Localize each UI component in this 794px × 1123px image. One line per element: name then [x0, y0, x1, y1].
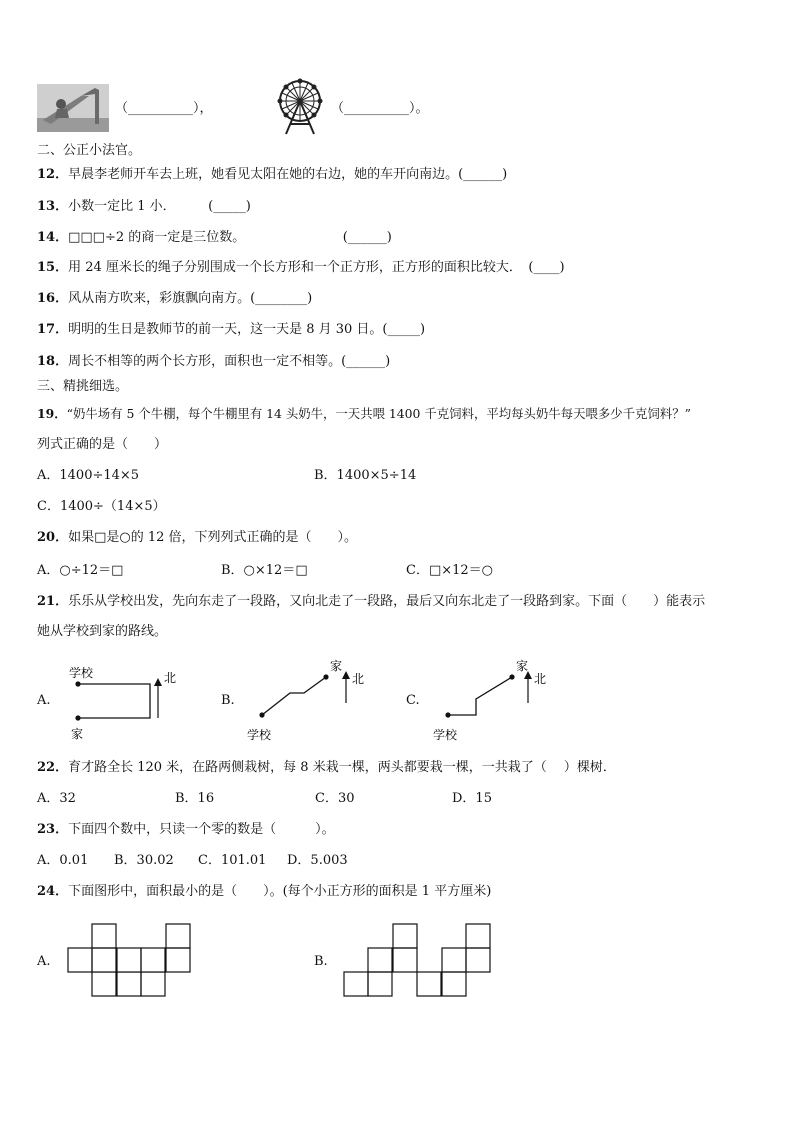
- school-label: 学校: [247, 728, 272, 742]
- q22-option-c[interactable]: C．30: [315, 791, 355, 806]
- school-label: 学校: [69, 666, 94, 680]
- question-text: 用 24 厘米长的绳子分别围成一个长方形和一个正方形，正方形的面积比较大． (____): [68, 260, 565, 275]
- q20-option-b[interactable]: B．○×12＝□: [221, 563, 308, 578]
- question-number: 20．: [37, 530, 69, 545]
- q23-option-c[interactable]: C．101.01: [198, 853, 267, 868]
- q23-option-d[interactable]: D．5.003: [287, 853, 348, 868]
- question-19: [37, 406, 691, 422]
- q22-option-b[interactable]: B．16: [175, 791, 215, 806]
- question-text: 乐乐从学校出发，先向东走了一段路，又向北走了一段路，最后又向东北走了一段路到家。下面（ ）能表示: [68, 594, 706, 609]
- question-20: [37, 530, 357, 546]
- section3-heading: 三、精挑细选。: [37, 379, 129, 394]
- question-12: [37, 167, 507, 183]
- q24-figure-b: [342, 923, 494, 999]
- question-text: 下面图形中，面积最小的是（ ）。(每个小正方形的面积是 1 平方厘米): [68, 884, 492, 899]
- question-21-line2: 她从学校到家的路线。: [37, 624, 168, 639]
- question-number: 15．: [37, 260, 69, 275]
- q24-option-a-label[interactable]: A.: [37, 954, 51, 969]
- north-label: 北: [352, 672, 365, 686]
- question-24: [37, 884, 491, 900]
- question-text: “奶牛场有 5 个牛棚，每个牛棚里有 14 头奶牛，一天共喂 1400 千克饲料，平均每头奶牛每天喂多少千克饲料？”: [66, 406, 691, 421]
- blank-left: （__________），: [115, 101, 213, 116]
- home-label: 家: [516, 659, 529, 673]
- slide-picture: [37, 84, 109, 132]
- q21-route-b: [240, 655, 380, 745]
- q24-figure-a: [66, 923, 196, 973]
- q21-option-b-label[interactable]: B.: [221, 693, 235, 708]
- q24-figure-a-bottom: [66, 972, 196, 999]
- q20-option-c[interactable]: C．□×12＝○: [406, 563, 494, 578]
- question-text: □□□÷2 的商一定是三位数。 (______): [68, 230, 392, 245]
- question-number: 22．: [37, 760, 69, 775]
- q21-route-a: [60, 660, 190, 742]
- question-number: 13．: [37, 199, 69, 214]
- q22-option-d[interactable]: D．15: [452, 791, 492, 806]
- question-text: 明明的生日是教师节的前一天，这一天是 8 月 30 日。(_____): [68, 322, 426, 337]
- question-number: 23．: [37, 822, 69, 837]
- q20-option-a[interactable]: A．○÷12＝□: [37, 563, 124, 578]
- question-22: [37, 760, 616, 776]
- q23-option-a[interactable]: A．0.01: [37, 853, 89, 868]
- question-23: [37, 822, 335, 838]
- q19-option-b[interactable]: B．1400×5÷14: [314, 468, 417, 483]
- q21-route-c: [428, 655, 558, 745]
- question-14: [37, 230, 392, 246]
- question-text: 如果□是○的 12 倍，下列列式正确的是（ ）。: [68, 530, 358, 545]
- question-19-line2: 列式正确的是（ ）: [37, 437, 168, 452]
- home-label: 家: [71, 727, 84, 741]
- ferris-wheel-picture: [276, 78, 324, 136]
- question-number: 19．: [37, 406, 67, 421]
- question-text: 周长不相等的两个长方形，面积也一定不相等。(______): [68, 354, 391, 369]
- question-text: 早晨李老师开车去上班，她看见太阳在她的右边，她的车开向南边。(______): [68, 167, 508, 182]
- question-18: [37, 354, 390, 370]
- question-number: 24．: [37, 884, 69, 899]
- question-number: 17．: [37, 322, 69, 337]
- q19-option-a[interactable]: A．1400÷14×5: [37, 468, 140, 483]
- question-number: 12．: [37, 167, 69, 182]
- question-16: [37, 291, 312, 307]
- question-number: 18．: [37, 354, 69, 369]
- q21-option-c-label[interactable]: C.: [406, 693, 420, 708]
- q23-option-b[interactable]: B．30.02: [114, 853, 174, 868]
- q21-option-a-label[interactable]: A.: [37, 693, 51, 708]
- north-label: 北: [534, 672, 547, 686]
- question-number: 21．: [37, 594, 69, 609]
- q19-option-c[interactable]: C．1400÷（14×5）: [37, 499, 166, 514]
- question-text: 育才路全长 120 米，在路两侧栽树，每 8 米栽一棵，两头都要栽一棵，一共栽了（ ）棵树．: [68, 760, 616, 775]
- section2-heading: 二、公正小法官。: [37, 143, 142, 158]
- question-number: 14．: [37, 230, 69, 245]
- question-number: 16．: [37, 291, 69, 306]
- blank-right: （__________）。: [331, 101, 429, 116]
- question-text: 风从南方吹来，彩旗飘向南方。(________): [68, 291, 313, 306]
- question-21: [37, 594, 705, 610]
- q22-option-a[interactable]: A．32: [37, 791, 76, 806]
- home-label: 家: [330, 659, 343, 673]
- question-text: 小数一定比 1 小． (_____): [68, 199, 251, 214]
- question-15: [37, 260, 565, 276]
- question-17: [37, 322, 425, 338]
- q24-option-b-label[interactable]: B.: [314, 954, 328, 969]
- question-text: 下面四个数中，只读一个零的数是（ ）。: [68, 822, 335, 837]
- question-13: [37, 199, 251, 215]
- school-label: 学校: [433, 728, 458, 742]
- north-label: 北: [164, 671, 177, 685]
